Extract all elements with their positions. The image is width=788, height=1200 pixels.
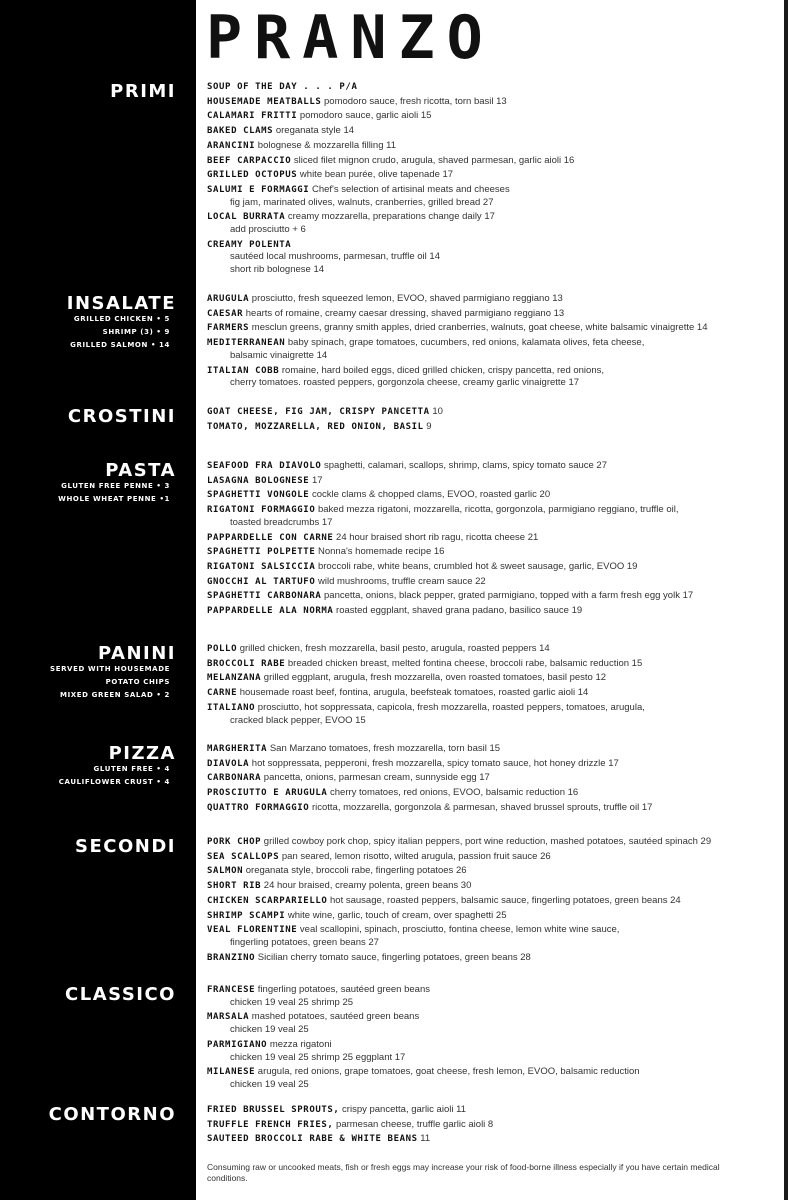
dish-description: broccoli rabe, white beans, crumbled hot & sweet sausage, garlic, EVOO 19 (315, 560, 638, 572)
dish-description: bolognese & mozzarella filling 11 (255, 139, 396, 151)
dish-description: crispy pancetta, garlic aioli 11 (339, 1104, 466, 1115)
menu-item (207, 532, 782, 545)
dish-description-continued: cracked black pepper, EVOO 15 (230, 714, 366, 726)
dish-name: SALMON (207, 866, 244, 877)
dish-name: RIGATONI FORMAGGIO (207, 505, 316, 516)
section-heading: SECONDI (75, 836, 176, 857)
menu-item (207, 1119, 782, 1132)
menu-item (207, 1133, 782, 1146)
dish-description: Chef's selection of artisinal meats and cheeses (309, 183, 510, 195)
menu-item (207, 1066, 782, 1091)
menu-item (207, 952, 782, 965)
dish-description: hot soppressata, pepperoni, fresh mozzarella, spicy tomato sauce, hot honey drizzle 17 (249, 757, 619, 769)
section-heading: INSALATE (66, 293, 176, 314)
dish-name: SOUP OF THE DAY . . . P/A (207, 82, 358, 92)
section-note: POTATO CHIPS (105, 678, 170, 686)
dish-name: VEAL FLORENTINE (207, 925, 298, 936)
dish-description: prosciutto, hot soppressata, capicola, fresh mozzarella, roasted peppers, tomatoes, arugula, (255, 701, 645, 713)
section-note: SERVED WITH HOUSEMADE (50, 665, 170, 673)
dish-description: baked mezza rigatoni, mozzarella, ricotta, gorgonzola, parmigiano reggiano, truffle oil, (315, 504, 679, 516)
section-heading: CONTORNO (48, 1104, 176, 1125)
menu-item (207, 169, 782, 182)
menu-item (207, 460, 782, 473)
dish-description: ricotta, mozzarella, gorgonzola & parmesan, shaved brussel sprouts, truffle oil 17 (309, 801, 653, 813)
dish-description: pan seared, lemon risotto, wilted arugula, passion fruit sauce 26 (279, 850, 551, 862)
dish-name: SEA SCALLOPS (207, 851, 280, 862)
dish-description: hot sausage, roasted peppers, balsamic sauce, fingerling potatoes, green beans 24 (327, 894, 681, 906)
dish-description: 9 (423, 420, 432, 432)
dish-name: CHICKEN SCARPARIELLO (207, 895, 328, 906)
dish-name: GRILLED OCTOPUS (207, 170, 298, 181)
menu-item (207, 1104, 782, 1117)
section-heading: CLASSICO (65, 984, 176, 1005)
dish-description: grilled eggplant, arugula, fresh mozzarella, oven roasted tomatoes, basil pesto 12 (261, 672, 607, 684)
dish-name: BRANZINO (207, 952, 256, 963)
menu-item (207, 772, 782, 785)
dish-name: QUATTRO FORMAGGIO (207, 802, 310, 813)
dish-name: SPAGHETTI VONGOLE (207, 490, 310, 501)
dish-name: ITALIANO (207, 702, 256, 713)
dish-description: veal scallopini, spinach, prosciutto, fontina cheese, lemon white wine sauce, (297, 924, 620, 936)
dish-description-continued: add prosciutto + 6 (230, 224, 306, 236)
dish-name: CARNE (207, 688, 238, 699)
dish-description: 24 hour braised, creamy polenta, green beans 30 (261, 880, 472, 892)
dish-description: cherry tomatoes, red onions, EVOO, balsamic reduction 16 (327, 787, 579, 799)
dish-name: MARGHERITA (207, 744, 268, 754)
dish-description: Sicilian cherry tomato sauce, fingerling potatoes, green beans 28 (255, 951, 531, 963)
menu-item (207, 110, 782, 123)
dish-description: pomodoro sauce, fresh ricotta, torn basil 13 (321, 95, 507, 107)
dish-description: mashed potatoes, sautéed green beans (249, 1011, 420, 1023)
dish-description-continued: short rib bolognese 14 (230, 264, 325, 276)
menu-item (207, 605, 782, 618)
menu-item (207, 836, 782, 849)
dish-description: 17 (309, 474, 323, 486)
menu-title: PRANZO (206, 3, 495, 73)
dish-name: HOUSEMADE MEATBALLS (207, 96, 322, 107)
dish-description-continued: fingerling potatoes, green beans 27 (230, 936, 379, 948)
dish-description: roasted eggplant, shaved grana padano, basilico sauce 19 (333, 605, 583, 617)
menu-item (207, 81, 782, 94)
dish-name: ARANCINI (207, 140, 256, 151)
dish-name: PAPPARDELLE ALA NORMA (207, 606, 334, 617)
dish-description: parmesan cheese, truffle garlic aioli 8 (333, 1118, 494, 1130)
menu-item (207, 308, 782, 321)
menu-item (207, 125, 782, 138)
menu-item (207, 406, 782, 419)
dish-description-continued: cherry tomatoes. roasted peppers, gorgonzola cheese, creamy garlic vinaigrette 17 (230, 377, 580, 389)
dish-description-continued: chicken 19 veal 25 (230, 1078, 309, 1090)
menu-items (207, 743, 782, 817)
dish-description: housemade roast beef, fontina, arugula, beefsteak tomatoes, roasted garlic aioli 14 (237, 687, 589, 699)
dish-name: CREAMY POLENTA (207, 239, 292, 250)
menu-item (207, 1039, 782, 1064)
dish-name: ARUGULA (207, 294, 250, 304)
dish-name: MARSALA (207, 1012, 250, 1023)
dish-description: breaded chicken breast, melted fontina cheese, broccoli rabe, balsamic reduction 15 (285, 657, 643, 669)
menu-item (207, 590, 782, 603)
menu-item (207, 910, 782, 923)
dish-name: ITALIAN COBB (207, 365, 280, 376)
dish-name: SEAFOOD FRA DIAVOLO (207, 461, 322, 471)
dish-name: MILANESE (207, 1067, 256, 1078)
menu-item (207, 787, 782, 800)
dish-name: CARBONARA (207, 773, 262, 784)
menu-items (207, 836, 782, 966)
dish-name: SPAGHETTI POLPETTE (207, 547, 316, 558)
section-note: GLUTEN FREE • 4 (93, 765, 170, 773)
dish-description: 10 (429, 406, 443, 417)
section-heading: PRIMI (110, 81, 176, 102)
dish-description: hearts of romaine, creamy caesar dressing, shaved parmigiano reggiano 13 (243, 307, 565, 319)
menu-item (207, 239, 782, 277)
dish-name: PAPPARDELLE CON CARNE (207, 532, 334, 543)
dish-name: TRUFFLE FRENCH FRIES, (207, 1119, 334, 1130)
menu-items (207, 1104, 782, 1148)
dish-description: cockle clams & chopped clams, EVOO, roasted garlic 20 (309, 489, 551, 501)
menu-item (207, 337, 782, 362)
dish-name: MEDITERRANEAN (207, 338, 286, 349)
section-heading: PASTA (105, 460, 176, 481)
section-note: GLUTEN FREE PENNE • 3 (61, 482, 170, 490)
menu-item (207, 802, 782, 815)
dish-name: MELANZANA (207, 673, 262, 684)
menu-item (207, 1011, 782, 1036)
menu-item (207, 211, 782, 236)
dish-description: sliced filet mignon crudo, arugula, shaved parmesan, garlic aioli 16 (291, 154, 575, 166)
menu-item (207, 322, 782, 335)
menu-item (207, 489, 782, 502)
dish-description: oreganata style, broccoli rabe, fingerling potatoes 26 (243, 865, 467, 877)
dish-name: LOCAL BURRATA (207, 212, 286, 223)
dish-name: PORK CHOP (207, 837, 262, 847)
dish-description: grilled cowboy pork chop, spicy italian peppers, port wine reduction, mashed potatoes, sautéed spinach 29 (261, 836, 712, 847)
dish-description: mezza rigatoni (267, 1038, 332, 1050)
menu-item (207, 96, 782, 109)
menu-item (207, 365, 782, 390)
dish-description-continued: balsamic vinaigrette 14 (230, 349, 328, 361)
menu-item (207, 658, 782, 671)
menu-item (207, 702, 782, 727)
dish-description: pomodoro sauce, garlic aioli 15 (297, 110, 432, 122)
dish-description: pancetta, onions, black pepper, grated parmigiano, topped with a farm fresh egg yolk 17 (321, 590, 694, 602)
dish-description: oreganata style 14 (273, 125, 355, 137)
dish-description: 24 hour braised short rib ragu, ricotta cheese 21 (333, 531, 539, 543)
dish-description: Nonna's homemade recipe 16 (315, 546, 445, 558)
menu-item (207, 504, 782, 529)
dish-name: SAUTEED BROCCOLI RABE & WHITE BEANS (207, 1134, 418, 1145)
menu-items (207, 984, 782, 1094)
dish-name: GNOCCHI AL TARTUFO (207, 576, 316, 587)
dish-description: baby spinach, grape tomatoes, cucumbers, red onions, kalamata olives, feta cheese, (285, 337, 645, 349)
dish-description: romaine, hard boiled eggs, diced grilled chicken, crispy pancetta, red onions, (279, 364, 605, 376)
dish-name: PARMIGIANO (207, 1039, 268, 1050)
menu-items (207, 293, 782, 392)
dish-name: SPAGHETTI CARBONARA (207, 591, 322, 602)
menu-item (207, 475, 782, 488)
menu-item (207, 895, 782, 908)
menu-item (207, 561, 782, 574)
menu-item (207, 576, 782, 589)
menu-item (207, 865, 782, 878)
menu-item (207, 184, 782, 209)
dish-name: LASAGNA BOLOGNESE (207, 475, 310, 486)
dish-name: PROSCIUTTO E ARUGULA (207, 788, 328, 799)
dish-description: mesclun greens, granny smith apples, dried cranberries, walnuts, goat cheese, white balsamic vinaigrette 14 (249, 322, 708, 334)
menu-item (207, 880, 782, 893)
dish-name: CAESAR (207, 308, 244, 319)
menu-items (207, 406, 782, 435)
dish-description: San Marzano tomatoes, fresh mozzarella, torn basil 15 (267, 743, 501, 754)
dish-description-continued: toasted breadcrumbs 17 (230, 516, 333, 528)
menu-item (207, 421, 782, 434)
left-black-band (0, 0, 196, 1200)
menu-item (207, 924, 782, 949)
menu-items (207, 460, 782, 620)
dish-description: grilled chicken, fresh mozzarella, basil pesto, arugula, roasted peppers 14 (237, 643, 550, 654)
dish-name: RIGATONI SALSICCIA (207, 561, 316, 572)
dish-name: DIAVOLA (207, 758, 250, 769)
section-note: GRILLED CHICKEN • 5 (73, 315, 170, 323)
dish-name: GOAT CHEESE, FIG JAM, CRISPY PANCETTA (207, 407, 430, 417)
section-heading: PANINI (98, 643, 176, 664)
dish-name: POLLO (207, 644, 238, 654)
dish-description-continued: chicken 19 veal 25 (230, 1024, 309, 1036)
dish-name: SHORT RIB (207, 881, 262, 892)
dish-description-continued: fig jam, marinated olives, walnuts, cranberries, grilled bread 27 (230, 196, 494, 208)
dish-description-continued: chicken 19 veal 25 shrimp 25 eggplant 17 (230, 1051, 406, 1063)
dish-name: BEEF CARPACCIO (207, 155, 292, 166)
menu-item (207, 851, 782, 864)
menu-items (207, 81, 782, 279)
dish-description: spaghetti, calamari, scallops, shrimp, clams, spicy tomato sauce 27 (321, 460, 608, 471)
section-note: CAULIFLOWER CRUST • 4 (58, 778, 170, 786)
dish-name: FRIED BRUSSEL SPROUTS, (207, 1105, 340, 1115)
dish-description: fingerling potatoes, sautéed green beans (255, 984, 430, 995)
menu-item (207, 984, 782, 1009)
dish-name: SALUMI E FORMAGGI (207, 184, 310, 195)
dish-description-continued: chicken 19 veal 25 shrimp 25 (230, 996, 354, 1008)
section-note: MIXED GREEN SALAD • 2 (60, 691, 170, 699)
dish-description: 11 (417, 1133, 431, 1145)
section-note: SHRIMP (3) • 9 (102, 328, 170, 336)
menu-item (207, 687, 782, 700)
dish-description-continued: sautéed local mushrooms, parmesan, truffle oil 14 (230, 251, 440, 263)
dish-description: white wine, garlic, touch of cream, over spaghetti 25 (285, 909, 507, 921)
menu-item (207, 293, 782, 306)
section-heading: PIZZA (108, 743, 176, 764)
section-heading: CROSTINI (67, 406, 176, 427)
menu-items (207, 643, 782, 729)
menu-item (207, 155, 782, 168)
menu-item (207, 546, 782, 559)
dish-description: creamy mozzarella, preparations change daily 17 (285, 211, 495, 223)
dish-name: FARMERS (207, 323, 250, 334)
right-edge-border (784, 0, 788, 1200)
menu-item (207, 140, 782, 153)
dish-name: TOMATO, MOZZARELLA, RED ONION, BASIL (207, 421, 424, 432)
dish-name: SHRIMP SCAMPI (207, 910, 286, 921)
section-note: GRILLED SALMON • 14 (70, 341, 170, 349)
menu-item (207, 672, 782, 685)
dish-description: arugula, red onions, grape tomatoes, goat cheese, fresh lemon, EVOO, balsamic reduction (255, 1066, 640, 1078)
section-note: WHOLE WHEAT PENNE •1 (58, 495, 170, 503)
dish-name: FRANCESE (207, 985, 256, 995)
dish-name: BROCCOLI RABE (207, 658, 286, 669)
menu-item (207, 643, 782, 656)
dish-description: pancetta, onions, parmesan cream, sunnyside egg 17 (261, 772, 490, 784)
menu-item (207, 758, 782, 771)
disclaimer-text: Consuming raw or uncooked meats, fish or fresh eggs may increase your risk of food-borne illness especially if you have certain medical conditions. (207, 1162, 720, 1183)
menu-item (207, 743, 782, 756)
dish-name: BAKED CLAMS (207, 126, 274, 137)
dish-description: white bean purée, olive tapenade 17 (297, 169, 454, 181)
dish-name: CALAMARI FRITTI (207, 111, 298, 122)
dish-description: wild mushrooms, truffle cream sauce 22 (315, 575, 486, 587)
dish-description: prosciutto, fresh squeezed lemon, EVOO, shaved parmigiano reggiano 13 (249, 293, 563, 304)
